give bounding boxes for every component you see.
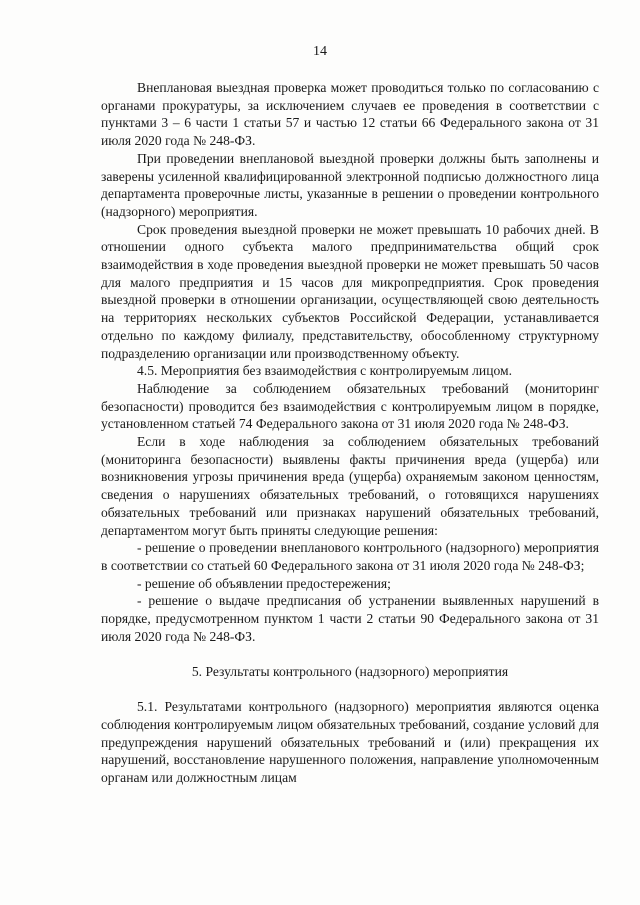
list-item-order: - решение о выдаче предписания об устранении выявленных нарушений в порядке, предусмотренном пунктом 1 части 2 статьи 90 Федерального закона от 31 июля 2020 года № 248-ФЗ. bbox=[101, 593, 599, 644]
paragraph-monitoring-results: Если в ходе наблюдения за соблюдением обязательных требований (мониторинга безопасности) выявлены факты причинения вреда (ущерба) или возникновения угрозы причинения вреда (ущерба) охраняемым законом ценностям, сведения о нарушениях обязательных требований, о готовящихся нарушениях обязательных требований или признаках нарушений обязательных требований, департаментом могут быть приняты следующие решения: bbox=[101, 434, 599, 538]
section-heading: 5. Результаты контрольного (надзорного) мероприятия bbox=[191, 663, 509, 679]
paragraph-monitoring: Наблюдение за соблюдением обязательных требований (мониторинг безопасности) проводится без взаимодействия с контролируемым лицом в порядке, установленном статьей 74 Федерального закона от 31 июля 2020 года № 248-ФЗ. bbox=[101, 380, 599, 432]
paragraph-unscheduled-inspection-approval: Внеплановая выездная проверка может проводиться только по согласованию с органами прокуратуры, за исключением случаев ее проведения в соответствии с пунктами 3 – 6 части 1 статьи 57 и частью 12 статьи 66 Федерального закона от 31 июля 2020 года № 248-ФЗ. bbox=[101, 80, 599, 149]
paragraph-inspection-duration: Срок проведения выездной проверки не может превышать 10 рабочих дней. В отношении одного субъекта малого предпринимательства общий срок взаимодействия в ходе проведения выездной проверки не может превышать 50 часов для малого предприятия и 15 часов для микропредприятия. Срок проведения выездной проверки в отношении организации, осуществляющей свою деятельность на территориях нескольких субъектов Российской Федерации, устанавливается отдельно по каждому филиалу, представительству, обособленному структурному подразделению организации или производственному объекту. bbox=[101, 221, 599, 361]
page-number: 14 bbox=[313, 44, 327, 59]
list-item-warning: - решение об объявлении предостережения; bbox=[137, 575, 391, 591]
paragraph-checklists: При проведении внеплановой выездной проверки должны быть заполнены и заверены усиленной квалифицированной электронной подписью должностного лица департамента проверочные листы, указанные в решении о проведении контрольного (надзорного) мероприятия. bbox=[101, 150, 599, 219]
paragraph-results: 5.1. Результатами контрольного (надзорного) мероприятия являются оценка соблюдения контролируемым лицом обязательных требований, создание условий для предупреждения нарушений обязательных требований и (или) прекращения их нарушений, восстановление нарушенного положения, направление уполномоченным органам или должностным лицам bbox=[101, 699, 599, 786]
document-body bbox=[101, 79, 599, 787]
paragraph-subsection-4-5: 4.5. Мероприятия без взаимодействия с контролируемым лицом. bbox=[137, 363, 513, 379]
list-item-unscheduled-event: - решение о проведении внепланового контрольного (надзорного) мероприятия в соответствии со статьей 60 Федерального закона от 31 июля 2020 года № 248-ФЗ; bbox=[101, 540, 599, 573]
